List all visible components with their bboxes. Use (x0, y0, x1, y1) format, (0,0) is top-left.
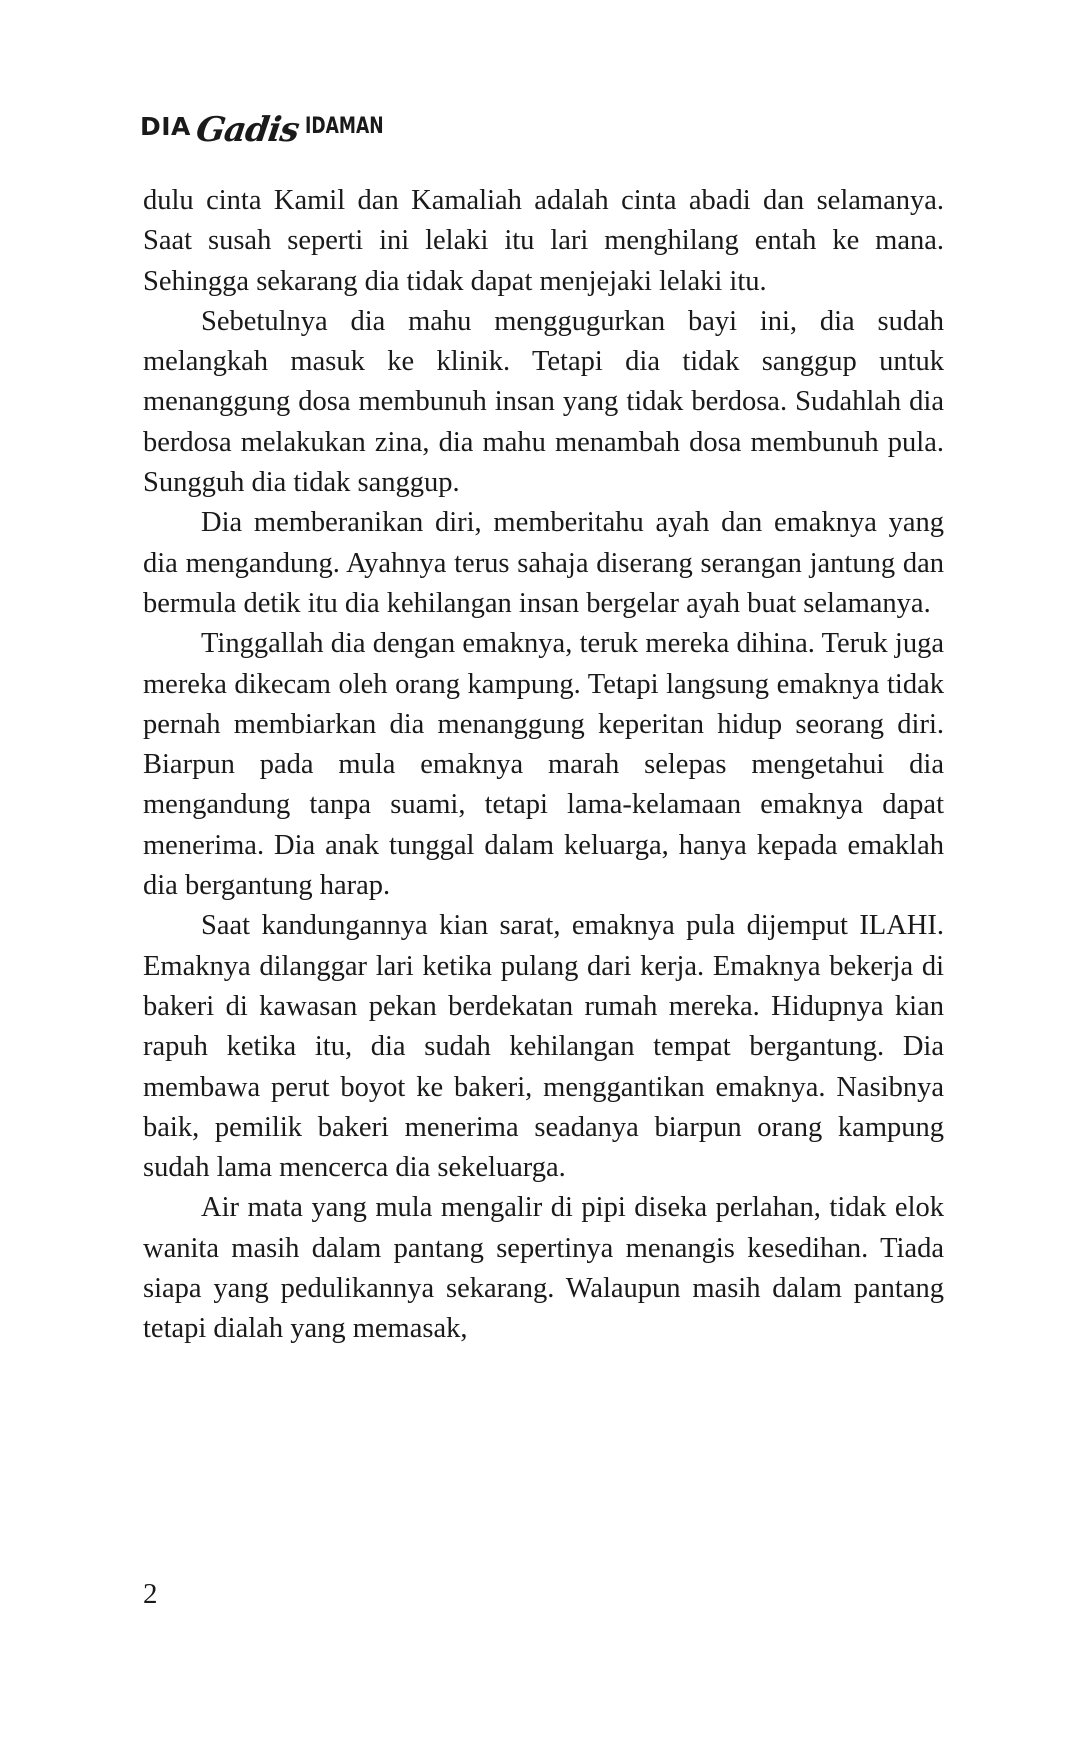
paragraph-1: dulu cinta Kamil dan Kamaliah adalah cinta abadi dan selamanya. Saat susah seperti ini lelaki itu lari menghilang entah ke mana. Sehingga sekarang dia tidak dapat menjejaki lelaki itu. (143, 185, 944, 297)
paragraph-3: Dia memberanikan diri, memberitahu ayah dan emaknya yang dia mengandung. Ayahnya terus sahaja diserang serangan jantung dan bermula detik itu dia kehilangan insan bergelar ayah buat selamanya. (143, 507, 944, 619)
body-text (143, 181, 944, 1350)
paragraph-6: Air mata yang mula mengalir di pipi diseka perlahan, tidak elok wanita masih dalam pantang sepertinya menangis kesedihan. Tiada siapa yang pedulikannya sekarang. Walaupun masih dalam pantang tetapi dialah yang memasak, (143, 1192, 944, 1345)
running-header (140, 96, 406, 156)
header-title-idaman: IDAMAN (304, 113, 384, 139)
paragraph-2: Sebetulnya dia mahu menggugurkan bayi ini, dia sudah melangkah masuk ke klinik. Tetapi dia tidak sanggup untuk menanggung dosa membunuh insan yang tidak berdosa. Sudahlah dia berdosa melakukan zina, dia mahu menambah dosa membunuh pula. Sungguh dia tidak sanggup. (143, 305, 944, 499)
paragraph-5: Saat kandungannya kian sarat, emaknya pula dijemput ILAHI. Emaknya dilanggar lari ketika pulang dari kerja. Emaknya bekerja di bakeri di kawasan pekan berdekatan rumah mereka. Hidupnya kian rapuh ketika itu, dia sudah kehilangan tempat bergantung. Dia membawa perut boyot ke bakeri, menggantikan emaknya. Nasibnya baik, pemilik bakeri menerima seadanya biarpun orang kampung sudah lama mencerca dia sekeluarga. (143, 910, 944, 1184)
header-title-gadis: Gadis (193, 110, 302, 150)
header-title-dia: DIA (140, 111, 191, 141)
paragraph-4: Tinggallah dia dengan emaknya, teruk mereka dihina. Teruk juga mereka dikecam oleh orang kampung. Tetapi langsung emaknya tidak pernah membiarkan dia menanggung keperitan hidup seorang diri. Biarpun pada mula emaknya marah selepas mengetahui dia mengandung tanpa suami, tetapi lama-kelamaan emaknya dapat menerima. Dia anak tunggal dalam keluarga, hanya kepada emaklah dia bergantung harap. (143, 628, 944, 902)
page-number: 2 (143, 1578, 158, 1610)
